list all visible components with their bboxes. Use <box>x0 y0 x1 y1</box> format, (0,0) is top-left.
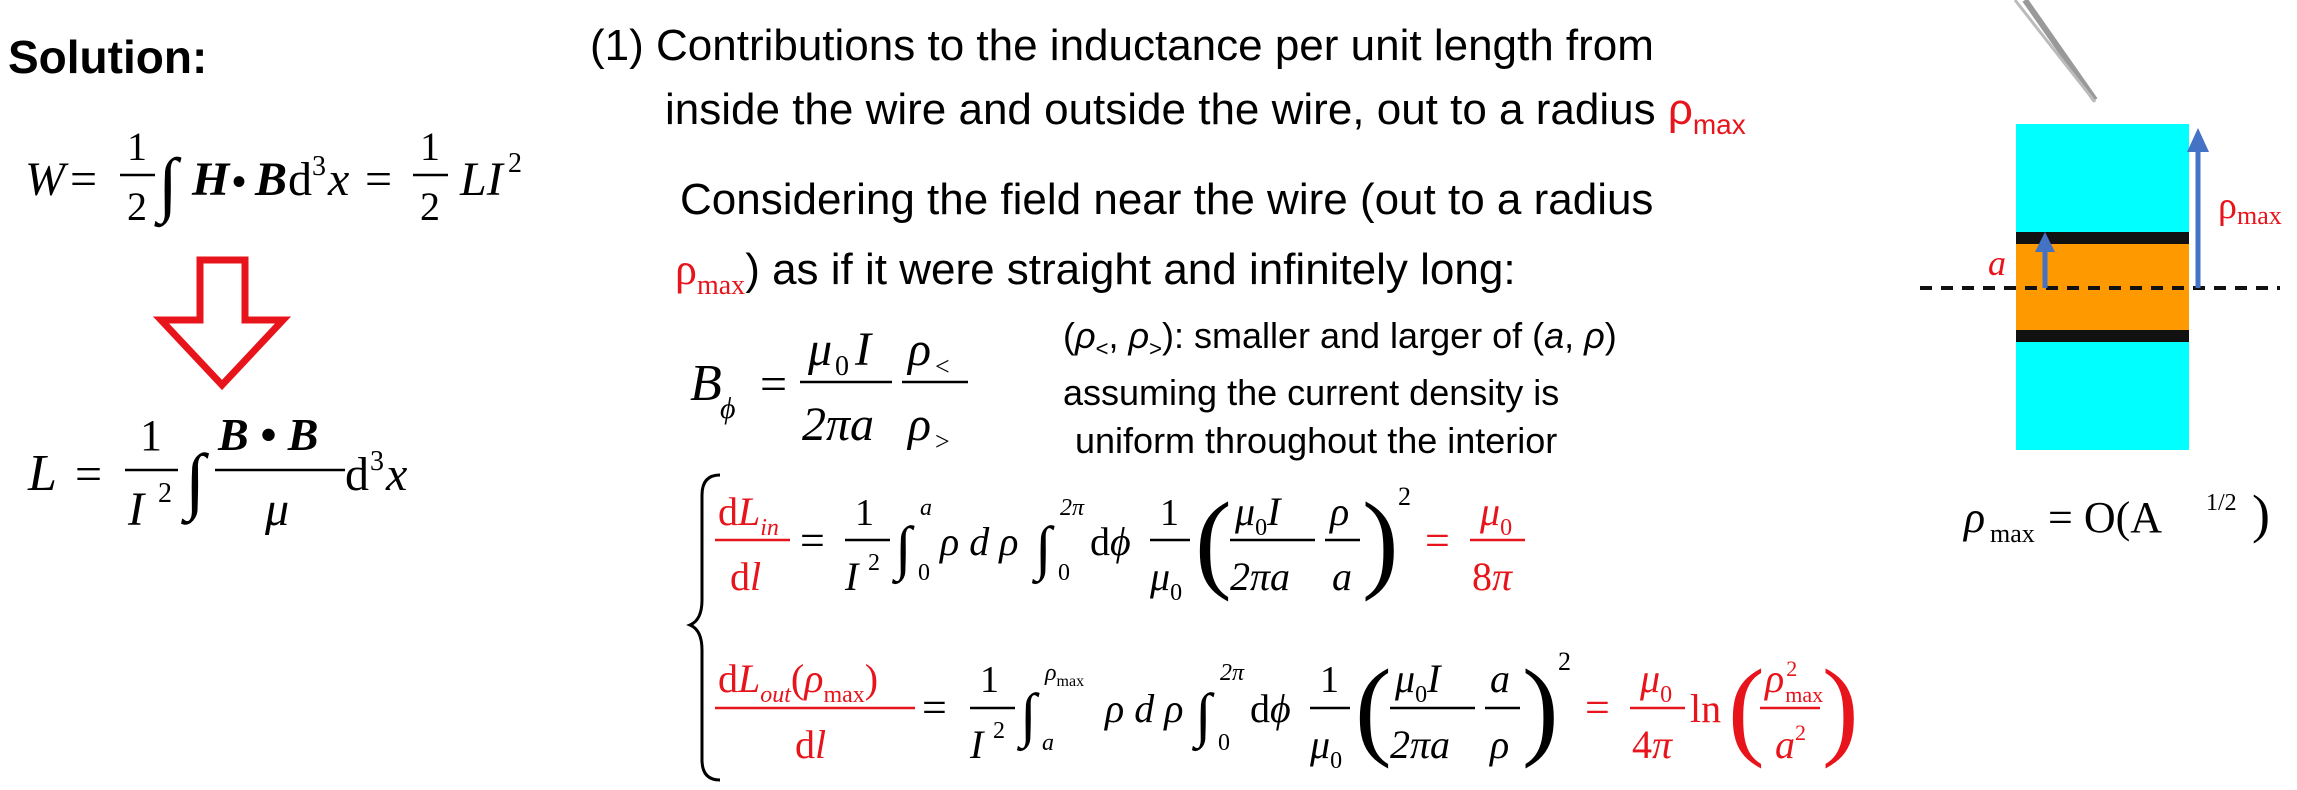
rho-max-symbol: $\rho_{max}$ <box>1667 85 1746 140</box>
scaling-eq: = O(A <box>2048 493 2163 542</box>
scaling-close: ) <box>2252 484 2270 544</box>
dLout-dphi: dϕ <box>1250 686 1291 731</box>
dLout-lparen2: ( <box>1728 647 1765 769</box>
eq-sq: 2 <box>508 148 522 179</box>
dLin-a2: a <box>1332 554 1352 599</box>
dLin-8pi: 8π <box>1472 554 1513 599</box>
inductance-equations <box>690 470 1859 790</box>
dLout-lower: a <box>1042 730 1054 756</box>
down-arrow-icon <box>161 260 283 385</box>
dLin-den: dl <box>730 554 762 599</box>
dLin-equation <box>715 480 1525 606</box>
dLin-rparen: ) <box>1362 480 1399 602</box>
eq2-L: L <box>28 445 57 502</box>
eq-B: B <box>255 153 288 206</box>
bphi-rho-gt: ρ <box>908 398 932 451</box>
eq-H: H <box>192 153 230 206</box>
eq-half-num-2: 1 <box>420 124 440 169</box>
dLin-mu0: $\mu_0$ <box>1150 554 1183 606</box>
bphi-2pia: 2πa <box>802 398 875 451</box>
dLin-2pia: 2πa <box>1230 554 1291 599</box>
eq-cube: 3 <box>312 151 326 182</box>
dLin-dphi: dϕ <box>1090 519 1131 564</box>
bphi-zero: 0 <box>835 351 849 382</box>
bphi-eq: = <box>760 358 788 411</box>
dLin-one: 1 <box>855 492 874 534</box>
wire-diagram <box>1900 0 2297 560</box>
dLout-2pia: 2πa <box>1390 722 1451 767</box>
bphi-I: I <box>855 323 871 376</box>
note-line3: uniform throughout the interior <box>1075 420 1558 461</box>
left-brace <box>690 475 720 780</box>
eq-equals-2: = <box>365 153 393 206</box>
dLout-I: I <box>970 722 984 767</box>
bphi-rho-lt: ρ <box>908 323 932 376</box>
dLout-ln: ln <box>1690 686 1722 731</box>
note-line2: assuming the current density is <box>1063 372 1560 413</box>
dLin-eq: = <box>800 516 825 565</box>
scaling-exp: 1/2 <box>2206 490 2237 516</box>
eq-LI: LI <box>460 153 503 206</box>
dLout-one: 1 <box>980 659 999 701</box>
eq2-integral: ∫ <box>185 440 206 522</box>
dLout-rho2: ρ <box>1490 722 1510 767</box>
dLout-rho: ρ d ρ <box>1105 686 1184 731</box>
dLin-2pi: 2π <box>1060 495 1085 521</box>
dLout-eq: = <box>922 683 947 732</box>
dLout-mu0I: $\mu_0I$ <box>1395 656 1441 708</box>
eq2-one: 1 <box>140 411 162 460</box>
considering-line1: Considering the field near the wire (out to a radius <box>680 175 1654 224</box>
dLout-a: a <box>1490 656 1510 701</box>
note-line1: ($\rho_<$, $\rho_>$): smaller and larger of (a, ρ) <box>1063 315 1617 362</box>
dLin-eq2: = <box>1425 516 1450 565</box>
eq2-equals: = <box>75 448 103 501</box>
scaling-sub: max <box>1990 519 2035 548</box>
eq2-I: I <box>128 483 144 536</box>
eq-equals-1: = <box>70 153 98 206</box>
dLout-a2: $a^2$ <box>1775 720 1806 767</box>
bphi-lt: < <box>935 352 950 381</box>
dLin-lparen: ( <box>1195 480 1232 602</box>
eq-x: x <box>328 153 350 206</box>
part1-line2-text: inside the wire and outside the wire, out to a radius <box>665 85 1656 134</box>
dLout-rhomax2: $\rho^2$ max <box>1765 656 1824 707</box>
considering-line2: $\rho_{max}$) as if it were straight and infinitely long: <box>675 245 1516 301</box>
bphi-phi: ϕ <box>720 392 736 425</box>
dLin-mu0I: $\mu_0I$ <box>1235 489 1281 541</box>
dLin-num: $dL_{in}$ <box>718 489 779 541</box>
lower-boundary <box>2016 330 2189 342</box>
rhomax-arrow-head <box>2187 128 2209 152</box>
solution-label: Solution: <box>8 31 208 83</box>
dLin-rho2: ρ <box>1330 489 1350 534</box>
eq-half-den-2: 2 <box>420 184 440 229</box>
eq-W: W <box>25 153 65 206</box>
dLin-sq: 2 <box>1398 482 1411 511</box>
dLin-02: 0 <box>1058 560 1070 586</box>
eq2-mu: μ <box>265 483 290 536</box>
dLout-I2: 2 <box>993 718 1005 744</box>
pointer-line-inner <box>2015 0 2095 102</box>
dLout-den: dl <box>795 722 827 767</box>
dLout-num: $dL_{out}(\rho_{max})$ <box>718 656 879 708</box>
dLout-mu0: $\mu_0$ <box>1310 722 1343 774</box>
part1-line2 <box>665 80 1746 155</box>
bphi-B: B <box>690 355 722 412</box>
b-phi-equation <box>680 320 1000 470</box>
dLin-a: a <box>920 495 932 521</box>
pointer-line-outer <box>2025 0 2095 100</box>
dLout-upper: $\rho_{max}$ <box>1045 660 1085 690</box>
eq-integral-1: ∫ <box>158 144 178 224</box>
a-label: a <box>1988 243 2006 283</box>
eq-dot: • <box>232 159 247 204</box>
dLout-int1: ∫ <box>1020 682 1037 748</box>
dLout-equation <box>715 647 1859 774</box>
dLout-int2: ∫ <box>1195 682 1212 748</box>
dLin-mu0-res: $\mu_0$ <box>1480 489 1513 541</box>
eq2-x: x <box>386 448 408 501</box>
dLout-lparen: ( <box>1355 647 1392 769</box>
dLin-int1: ∫ <box>895 515 912 581</box>
eq2-BB: B • B <box>218 409 319 460</box>
dLout-4pi: 4π <box>1632 722 1673 767</box>
eq2-d: d <box>345 448 369 501</box>
dLout-mu0-res: $\mu_0$ <box>1640 656 1673 708</box>
wire-core <box>2016 244 2189 330</box>
dLin-I: I <box>845 554 859 599</box>
eq-half-num-1: 1 <box>127 124 147 169</box>
dLout-1: 1 <box>1320 659 1339 701</box>
eq-half-den-1: 2 <box>127 184 147 229</box>
rhomax-label: ρmax <box>2218 185 2282 230</box>
dLin-rho: ρ d ρ <box>940 519 1019 564</box>
dLin-0: 0 <box>918 560 930 586</box>
dLin-I2: 2 <box>868 550 880 576</box>
eq2-cube: 3 <box>370 446 384 477</box>
dLout-0: 0 <box>1218 730 1230 756</box>
part1-line1: (1) Contributions to the inductance per unit length from <box>590 21 1654 70</box>
scaling-rho: ρ <box>1964 493 1986 542</box>
dLin-1: 1 <box>1160 492 1179 534</box>
dLout-rparen2: ) <box>1822 647 1859 769</box>
dLout-eq2: = <box>1585 683 1610 732</box>
dLout-2pi: 2π <box>1220 660 1245 686</box>
bphi-gt: > <box>935 427 950 456</box>
eq2-I-sq: 2 <box>158 478 172 509</box>
eq-d: d <box>288 153 312 206</box>
dLout-rparen: ) <box>1522 647 1559 769</box>
dLout-sq: 2 <box>1558 647 1571 676</box>
dLin-int2: ∫ <box>1035 515 1052 581</box>
rho-max-inline: $\rho_{max}$ <box>675 245 746 301</box>
left-equations <box>0 120 600 560</box>
bphi-mu0I: μ <box>808 323 833 376</box>
